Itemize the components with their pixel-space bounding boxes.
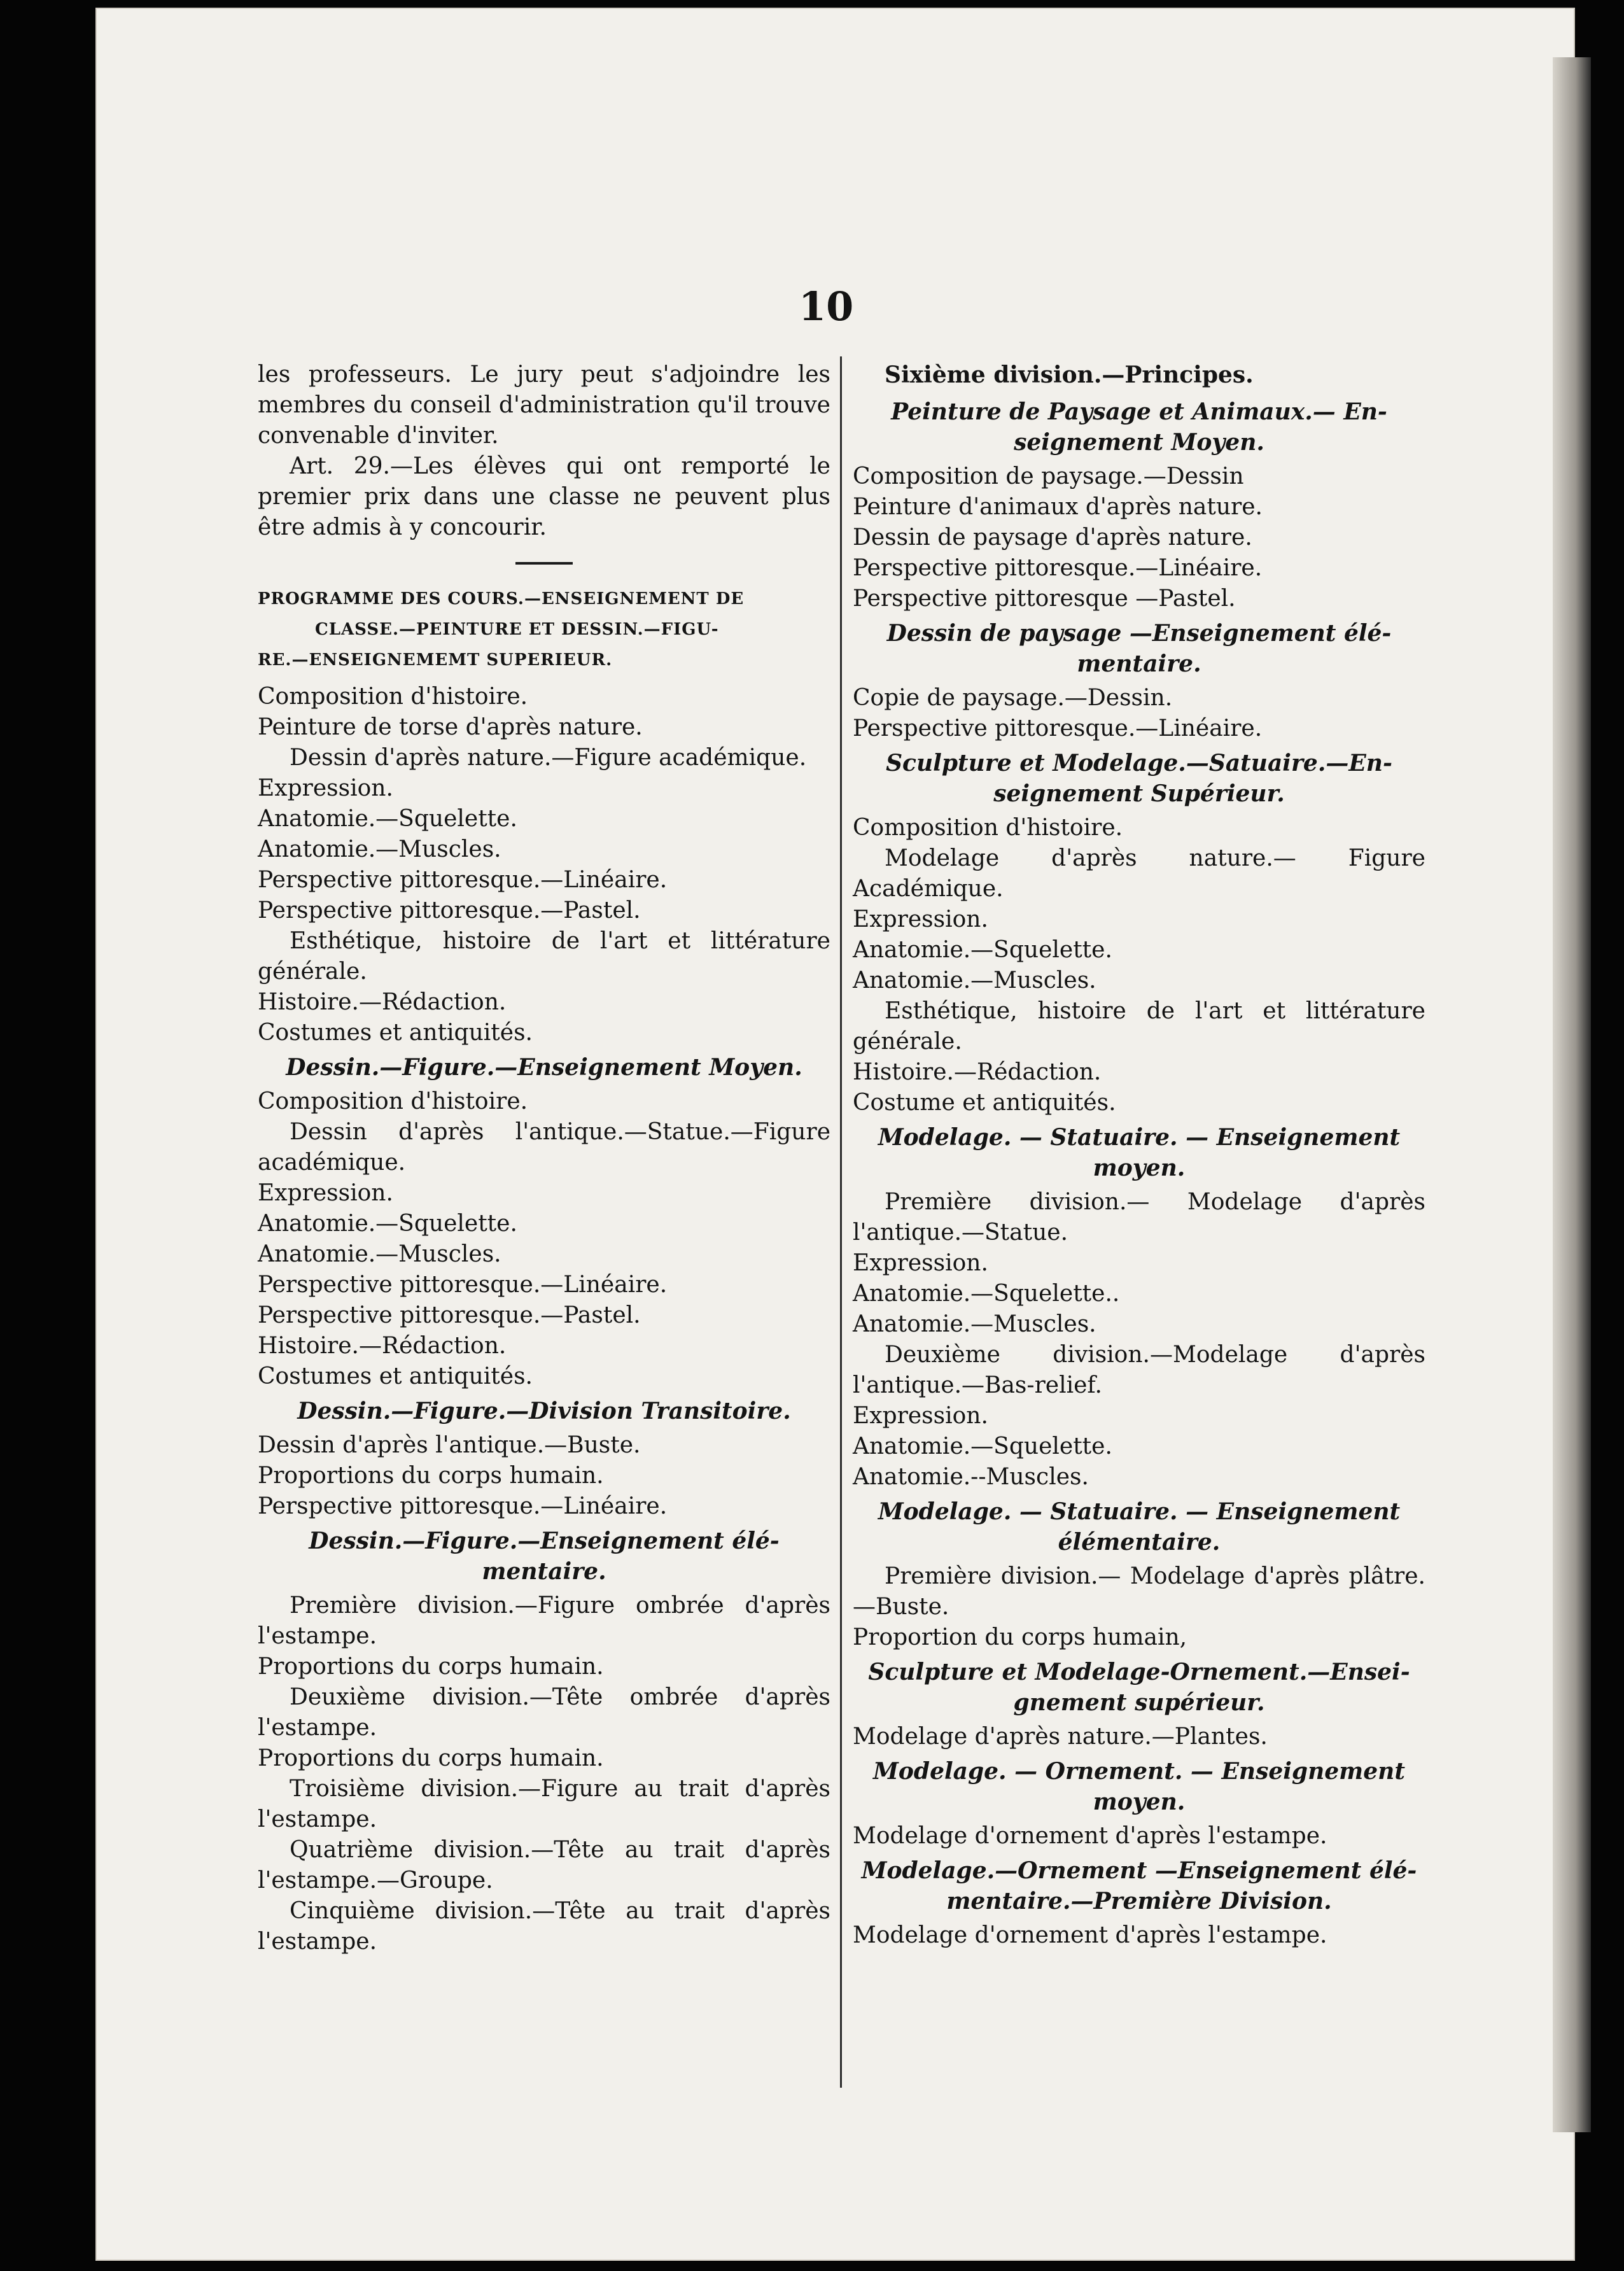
list-item: Expression. <box>853 1250 988 1276</box>
column-divider <box>840 356 842 2088</box>
list-item: Proportions du corps humain. <box>258 1463 604 1489</box>
list-item: Perspective pittoresque.—Linéaire. <box>258 1272 668 1298</box>
transitoire-list <box>258 1430 830 1522</box>
section-heading-transitoire: Dessin.—Figure.—Division Transitoire. <box>297 1398 791 1424</box>
heading-line: Peinture de Paysage et Animaux.— En- <box>891 398 1387 425</box>
program-heading-line1: PROGRAMME DES COURS.—ENSEIGNEMENT DE <box>258 589 745 608</box>
heading-line: mentaire. <box>482 1558 606 1585</box>
program-heading-line3: RE.—ENSEIGNEMEMT SUPERIEUR. <box>258 650 613 670</box>
list-item: Proportions du corps humain. <box>258 1654 604 1680</box>
section-heading-ornement-superieur <box>853 1657 1425 1718</box>
list-item: Histoire.—Rédaction. <box>258 1333 507 1359</box>
heading-line: moyen. <box>1093 1155 1186 1181</box>
list-item: Histoire.—Rédaction. <box>853 1059 1102 1085</box>
list-item: Anatomie.—Squelette. <box>853 937 1112 963</box>
superieur-list <box>258 682 830 1048</box>
list-item: Dessin d'après nature.—Figure académique. <box>290 745 807 771</box>
section-heading-moyen: Dessin.—Figure.—Enseignement Moyen. <box>286 1054 802 1081</box>
section-heading-elementaire <box>258 1526 830 1587</box>
page-number: 10 <box>799 283 854 330</box>
sixieme-division: Sixième division.—Principes. <box>885 362 1254 388</box>
program-heading-line2: CLASSE.—PEINTURE ET DESSIN.—FIGU- <box>315 620 719 639</box>
heading-line: élémentaire. <box>1058 1529 1221 1556</box>
heading-line: Sculpture et Modelage.—Satuaire.—En- <box>886 750 1392 777</box>
list-item: Peinture de torse d'après nature. <box>258 714 643 740</box>
list-item: Composition d'histoire. <box>258 1088 528 1114</box>
list-item: Peinture d'animaux d'après nature. <box>853 494 1263 520</box>
list-item: Anatomie.—Squelette. <box>258 1211 517 1237</box>
list-item: Composition de paysage.—Dessin <box>853 463 1244 489</box>
right-column <box>853 360 1425 1951</box>
list-item: Perspective pittoresque.—Linéaire. <box>853 715 1263 742</box>
section-heading-paysage-moyen <box>853 397 1425 458</box>
heading-line: seignement Moyen. <box>1014 429 1264 456</box>
paysage-moyen-list <box>853 461 1425 614</box>
left-column <box>258 360 830 1957</box>
list-item: Cinquième division.—Tête au trait d'après l'estampe. <box>258 1898 830 1955</box>
list-item: Première division.— Modelage d'après plâtre.—Buste. <box>853 1563 1425 1620</box>
section-heading-sculpture-superieur <box>853 748 1425 809</box>
list-item: Costumes et antiquités. <box>258 1020 533 1046</box>
list-item: Perspective pittoresque.—Linéaire. <box>258 1493 668 1519</box>
list-item: Quatrième division.—Tête au trait d'après l'estampe.—Groupe. <box>258 1837 830 1894</box>
section-heading-paysage-elementaire <box>853 618 1425 679</box>
list-item: Dessin d'après l'antique.—Statue.—Figure académique. <box>258 1119 830 1176</box>
list-item: Deuxième division.—Tête ombrée d'après l'estampe. <box>258 1684 830 1741</box>
heading-line: Sculpture et Modelage-Ornement.—Ensei- <box>868 1659 1410 1685</box>
list-item: Modelage d'ornement d'après l'estampe. <box>853 1823 1327 1849</box>
list-item: Proportion du corps humain, <box>853 1624 1187 1650</box>
heading-line: Modelage.—Ornement —Enseignement élé- <box>861 1857 1417 1884</box>
list-item: Composition d'histoire. <box>258 684 528 710</box>
ornement-moyen-list <box>853 1821 1425 1852</box>
list-item: Perspective pittoresque —Pastel. <box>853 586 1236 612</box>
list-item: Première division.— Modelage d'après l'antique.—Statue. <box>853 1189 1425 1246</box>
list-item: Modelage d'après nature.— Figure Académique. <box>853 845 1425 902</box>
list-item: Deuxième division.—Modelage d'après l'antique.—Bas-relief. <box>853 1342 1425 1398</box>
heading-line: Dessin.—Figure.—Enseignement élé- <box>309 1528 780 1554</box>
list-item: Modelage d'après nature.—Plantes. <box>853 1724 1268 1750</box>
list-item: Costumes et antiquités. <box>258 1363 533 1389</box>
section-rule <box>515 562 573 565</box>
list-item: Copie de paysage.—Dessin. <box>853 685 1173 711</box>
article-29: Art. 29.—Les élèves qui ont remporté le premier prix dans une classe ne peuvent plus être admis à y concourir. <box>258 453 830 540</box>
ornement-superieur-list <box>853 1722 1425 1752</box>
heading-line: moyen. <box>1093 1789 1186 1815</box>
heading-line: Dessin de paysage —Enseignement élé- <box>886 620 1392 647</box>
list-item: Perspective pittoresque.—Linéaire. <box>853 555 1263 581</box>
list-item: Dessin d'après l'antique.—Buste. <box>258 1432 641 1458</box>
heading-line: gnement supérieur. <box>1013 1689 1265 1716</box>
list-item: Composition d'histoire. <box>853 815 1123 841</box>
heading-line: mentaire. <box>1077 650 1201 677</box>
list-item: Anatomie.—Squelette. <box>853 1433 1112 1459</box>
elementaire-list <box>258 1591 830 1957</box>
list-item: Perspective pittoresque.—Linéaire. <box>258 867 668 893</box>
section-heading-ornement-elementaire <box>853 1855 1425 1916</box>
section-heading-modelage-moyen <box>853 1122 1425 1183</box>
heading-line: Modelage. — Ornement. — Enseignement <box>873 1758 1405 1785</box>
list-item: Anatomie.—Muscles. <box>853 967 1096 994</box>
list-item: Première division.—Figure ombrée d'après l'estampe. <box>258 1593 830 1649</box>
heading-line: Modelage. — Statuaire. — Enseignement <box>878 1124 1401 1151</box>
list-item: Expression. <box>853 906 988 932</box>
list-item: Anatomie.—Squelette. <box>258 806 517 832</box>
list-item: Perspective pittoresque.—Pastel. <box>258 1302 641 1328</box>
list-item: Costume et antiquités. <box>853 1090 1116 1116</box>
section-heading-modelage-elementaire <box>853 1496 1425 1557</box>
list-item: Dessin de paysage d'après nature. <box>853 524 1252 551</box>
list-item: Esthétique, histoire de l'art et littérature générale. <box>853 998 1425 1055</box>
list-item: Troisième division.—Figure au trait d'après l'estampe. <box>258 1776 830 1832</box>
section-heading-ornement-moyen <box>853 1756 1425 1817</box>
list-item: Anatomie.--Muscles. <box>853 1464 1089 1490</box>
modelage-moyen-list <box>853 1187 1425 1493</box>
list-item: Perspective pittoresque.—Pastel. <box>258 897 641 924</box>
modelage-elementaire-list <box>853 1561 1425 1653</box>
list-item: Anatomie.—Muscles. <box>853 1311 1096 1337</box>
list-item: Proportions du corps humain. <box>258 1745 604 1771</box>
heading-line: mentaire.—Première Division. <box>946 1888 1332 1915</box>
program-heading <box>258 584 830 675</box>
list-item: Anatomie.—Muscles. <box>258 836 501 862</box>
list-item: Expression. <box>258 1180 393 1206</box>
sculpture-superieur-list <box>853 813 1425 1118</box>
list-item: Modelage d'ornement d'après l'estampe. <box>853 1922 1327 1948</box>
list-item: Esthétique, histoire de l'art et littérature générale. <box>258 928 830 985</box>
list-item: Expression. <box>258 775 393 801</box>
list-item: Histoire.—Rédaction. <box>258 989 507 1015</box>
moyen-list <box>258 1086 830 1392</box>
list-item: Anatomie.—Muscles. <box>258 1241 501 1267</box>
list-item: Expression. <box>853 1403 988 1429</box>
ornement-elementaire-list <box>853 1920 1425 1951</box>
heading-line: seignement Supérieur. <box>993 780 1285 807</box>
list-item: Anatomie.—Squelette.. <box>853 1281 1120 1307</box>
heading-line: Modelage. — Statuaire. — Enseignement <box>878 1498 1401 1525</box>
page-edge-shadow <box>1553 57 1591 2132</box>
paysage-elementaire-list <box>853 683 1425 744</box>
intro-paragraph: les professeurs. Le jury peut s'adjoindre les membres du conseil d'administration qu'il trouve convenable d'inviter. <box>258 362 830 449</box>
